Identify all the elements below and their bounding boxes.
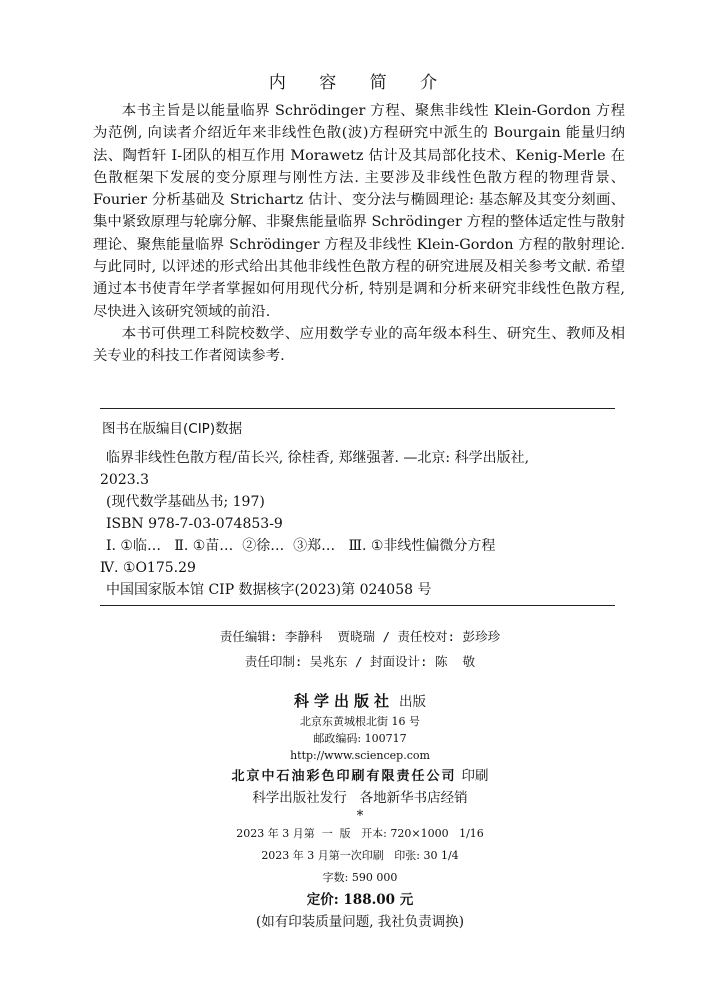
page-title: 内 容 简 介: [268, 73, 452, 93]
publisher-name-suffix: 出版: [399, 694, 427, 710]
cip-line-7: 中国国家版本馆 CIP 数据核字(2023)第 024058 号: [106, 582, 432, 598]
book-abstract: [93, 100, 625, 368]
publisher-name: 科学出版社: [293, 692, 394, 710]
printing-line: 2023 年 3 月第一次印刷 印张: 30 1/4: [261, 849, 459, 862]
publisher-block: [0, 690, 720, 933]
editors-line-2: 责任印制: 吴兆东 / 封面设计: 陈 敬: [244, 654, 476, 669]
cip-line-1: 临界非线性色散方程/苗长兴, 徐桂香, 郑继强著. —北京: 科学出版社,: [106, 450, 530, 466]
edition-line: 2023 年 3 月第 一 版 开本: 720×1000 1/16: [236, 827, 484, 840]
publisher-url: http://www.sciencep.com: [290, 749, 430, 762]
abstract-paragraph-2: 本书可供理工科院校数学、应用数学专业的高年级本科生、研究生、教师及相关专业的科技工作者阅读参考.: [93, 325, 625, 365]
editors-block: [0, 624, 720, 674]
cip-data-block: [100, 408, 615, 606]
cip-heading: 图书在版编目(CIP)数据: [102, 421, 243, 437]
publisher-postcode: 邮政编码: 100717: [313, 732, 407, 745]
distribution-line: 科学出版社发行 各地新华书店经销: [252, 790, 468, 806]
price: 定价: 188.00 元: [306, 892, 414, 908]
cip-line-4: ISBN 978-7-03-074853-9: [106, 516, 283, 532]
cip-line-3: (现代数学基础丛书; 197): [106, 494, 265, 510]
cip-line-6: Ⅳ. ①O175.29: [100, 560, 196, 576]
printer-suffix: 印刷: [461, 768, 489, 784]
editors-line-1: 责任编辑: 李静科 贾晓瑞 / 责任校对: 彭珍珍: [219, 629, 501, 644]
printer-line: [0, 764, 720, 788]
separator-star: *: [356, 808, 364, 824]
quality-notice: (如有印装质量问题, 我社负责调换): [255, 914, 465, 930]
cip-line-2: 2023.3: [100, 472, 149, 488]
printer-name: 北京中石油彩色印刷有限责任公司: [231, 769, 457, 784]
publisher-line: [0, 690, 720, 713]
cip-line-5: Ⅰ. ①临… Ⅱ. ①苗… ②徐… ③郑… Ⅲ. ①非线性偏微分方程: [106, 538, 496, 554]
publisher-address: 北京东黄城根北街 16 号: [300, 715, 420, 728]
word-count: 字数: 590 000: [322, 871, 398, 884]
abstract-paragraph-1: 本书主旨是以能量临界 Schrödinger 方程、聚焦非线性 Klein-Gordon 方程为范例, 向读者介绍近年来非线性色散(波)方程研究中派生的 Bourgain 能量归纳法、陶哲轩 I-团队的相互作用 Morawetz 估计及其局部化技术、Kenig-Merle 在色散框架下发展的变分原理与刚性方法. 主要涉及非线性色散方程的物理背景、Fourier 分析基础及 Strichartz 估计、变分法与椭圆理论: 基态解及其变分刻画、集中紧致原理与轮廓分解、非聚焦能量临界 Schrödinger 方程的整体适定性与散射理论、聚焦能量临界 Schrödinger 方程及非线性 Klein-Gordon 方程的散射理论. 与此同时, 以评述的形式给出其他非线性色散方程的研究进展及相关参考文献. 希望通过本书使青年学者掌握如何用现代分析, 特别是调和分析来研究非线性色散方程, 尽快进入该研究领域的前沿.: [93, 103, 625, 320]
